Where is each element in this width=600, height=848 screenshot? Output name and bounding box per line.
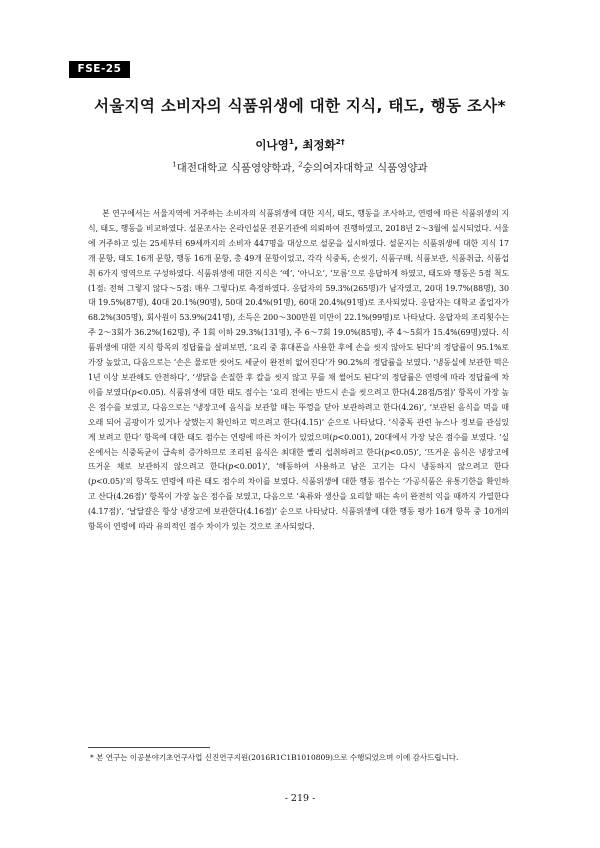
- abstract-text-run: <0.001), 20대에서 가장 낮은 점수를 보였다. ‘실온에서는 식중독균이 급속히 증가하므로 조리된 음식은 최대한 빨리 섭취하려고 한다(: [88, 432, 509, 457]
- p-value-symbol: p: [91, 477, 97, 487]
- page-number: - 219 -: [284, 793, 316, 804]
- p-value-symbol: p: [384, 447, 390, 457]
- session-badge: FSE-25: [69, 61, 130, 78]
- affiliation-line: [40, 160, 560, 175]
- p-value-symbol: p: [228, 462, 234, 472]
- author-name: 이나영: [255, 138, 289, 152]
- author-line: [40, 137, 560, 153]
- abstract-text-run: <0.001)’, ‘해동하여 사용하고 남은 고기는 다시 냉동하지 않으려고 한다(: [88, 462, 509, 487]
- author-separator: ,: [293, 138, 303, 152]
- affiliation-sup: 1: [172, 160, 177, 169]
- footnote-divider: [88, 747, 210, 748]
- affiliation-sup: 2: [298, 160, 303, 169]
- abstract-paragraph: [88, 207, 509, 535]
- funding-footnote: * 본 연구는 이공분야기초연구사업 신진연구지원(2016R1C1B1010809)으로 수행되었으며 이에 감사드립니다.: [90, 753, 459, 762]
- abstract: [88, 207, 509, 535]
- author-sup: 2†: [335, 137, 345, 147]
- affiliation-text: 대전대학교 식품영양학과,: [176, 162, 299, 174]
- p-value-symbol: p: [332, 432, 338, 442]
- abstract-text-run: <0.05)’, ‘뜨거운 음식은 냉장고에 뜨거운 채로 보관하지 않으려고 한다(: [88, 447, 509, 472]
- abstract-text-run: <0.05). 식품위생에 대한 태도 점수는 ‘요리 전에는 반드시 손을 씻으려고 한다(4.28점/5점)’ 항목이 가장 높은 점수를 보였고, 다음으로는 ‘냉장고에 음식을 보관할 때는 뚜껑을 닫아 보관하려고 한다(4.26)’, ‘보관된 음식을 먹을 때 오래 되어 곰팡이가 있거나 상했는지 확인하고 먹으려고 한다(4.15)’ 순으로 나타났다. ‘식중독 관련 뉴스나 정보를 관심있게 보려고 한다’ 항목에 대한 태도 점수는 연령에 따른 차이가 있었으며(: [88, 387, 509, 442]
- paper-title: 서울지역 소비자의 식품위생에 대한 지식, 태도, 행동 조사*: [94, 97, 506, 115]
- p-value-symbol: p: [131, 387, 137, 397]
- abstract-text-run: 본 연구에서는 서울지역에 거주하는 소비자의 식품위생에 대한 지식, 태도, 행동을 조사하고, 연령에 따른 식품위생의 지식, 태도, 행동을 비교하였다. 설문조사는 온라인설문 전문기관에 의뢰하여 진행하였고, 2018년 2～3월에 실시되었다. 서울에 거주하고 있는 25세부터 69세까지의 소비자 447명을 대상으로 설문을 실시하였다. 설문지는 식품위생에 대한 지식 17개 문항, 태도 16개 문항, 행동 16개 문항, 총 49개 문항이었고, 각각 식중독, 손씻기, 식품구매, 식품보관, 식품취급, 식품섭취 6가지 영역으로 구성하였다. 식품위생에 대한 지식은 ‘예’, ‘아니오’, ‘모름’으로 응답하게 하였고, 태도와 행동은 5점 척도(1점: 전혀 그렇지 않다～5점: 매우 그렇다)로 측정하였다. 응답자의 59.3%(265명)가 남자였고, 20대 19.7%(88명), 30대 19.5%(87명), 40대 20.1%(90명), 50대 20.4%(91명), 60대 20.4%(91명)로 조사되었다. 응답자는 대학교 졸업자가 68.2%(305명), 회사원이 53.9%(241명), 소득은 200～300만원 미만이 22.1%(99명)로 나타났다. 응답자의 조리횟수는 주 2～3회가 36.2%(162명), 주 1회 이하 29.3%(131명), 주 6～7회 19.0%(85명), 주 4～5회가 15.4%(69명)였다. 식품위생에 대한 지식 항목의 정답률을 살펴보면, ‘요리 중 휴대폰을 사용한 후에 손을 씻지 않아도 된다’의 정답률이 95.1%로 가장 높았고, 다음으로는 ‘손은 물로만 씻어도 세균이 완전히 없어진다’가 90.2%의 정답률을 보였다. ‘냉동실에 보관한 떡은 1년 이상 보관해도 안전하다’, ‘생닭을 손질한 후 칼을 씻지 않고 무를 채 썰어도 된다’의 정답률은 연령에 따라 정답률에 차이를 보였다(: [88, 209, 509, 397]
- author-sup: 1: [288, 137, 294, 147]
- abstract-text-run: <0.05)’의 항목도 연령에 따른 태도 점수의 차이를 보였다. 식품위생에 대한 행동 점수는 ‘가공식품은 유통기한을 확인하고 산다(4.26점)’ 항목이 가장 높은 점수를 보였고, 다음으로 ‘육류와 생산을 요리할 때는 속이 완전히 익을 때까지 가열한다(4.17점)’, ‘날달걀은 항상 냉장고에 보관한다(4.16점)’ 순으로 나타났다. 식품위생에 대한 행동 평가 16개 항목 중 10개의 항목이 연령에 따라 유의적인 점수 차이가 있는 것으로 조사되었다.: [88, 477, 509, 532]
- affiliation-text: 숭의여자대학교 식품영양과: [302, 162, 428, 174]
- author-name: 최정화: [302, 138, 336, 152]
